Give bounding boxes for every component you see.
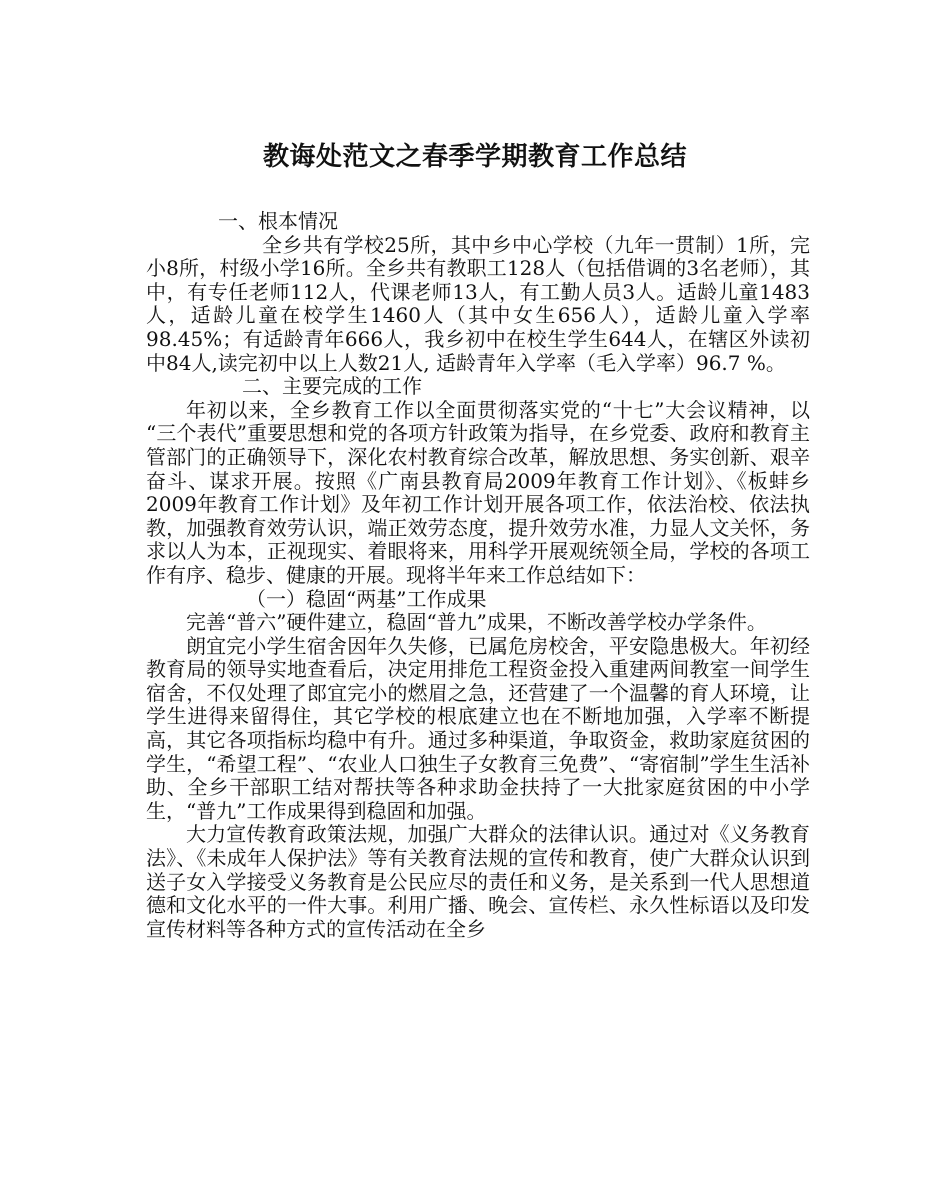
paragraph-work-overview: 年初以来，全乡教育工作以全面贯彻落实党的“十七”大会议精神，以 “三个表代”重要思想和党的各项方针政策为指导，在乡党委、政府和教育主管部门的正确领导下，深化农村教育综合改革，解放思想、务实创新、艰辛奋斗、谋求开展。按照《广南县教育局2009年教育工作计划》、《板蚌乡2009年教育工作计划》及年初工作计划开展各项工作，依法治校、依法执教，加强教育效劳认识，端正效劳态度，提升效劳水准，力显人文关怀，务求以人为本，正视现实、着眼将来，用科学开展观统领全局，学校的各项工作有序、稳步、健康的开展。现将半年来工作总结如下： [146,397,810,587]
section-heading-basic-situation: 一、根本情况 [218,209,338,233]
paragraph-policy-publicity: 大力宣传教育政策法规，加强广大群众的法律认识。通过对《义务教育法》、《未成年人保护法》等有关教育法规的宣传和教育，使广大群众认识到送子女入学接受义务教育是公民应尽的责任和义务，是关系到一代人思想道德和文化水平的一件大事。利用广播、晚会、宣传栏、永久性标语以及印发宣传材料等各种方式的宣传活动在全乡 [146,822,810,941]
document-title: 教诲处范文之春季学期教育工作总结 [262,142,687,172]
paragraph-hardware-improvement: 完善“普六”硬件建立，稳固“普九”成果，不断改善学校办学条件。 [186,610,767,635]
subsection-heading-two-basics: （一）稳固“两基”工作成果 [246,586,487,611]
section-heading-main-work: 二、主要完成的工作 [242,374,422,399]
paragraph-langyi-dormitory: 朗宜完小学生宿舍因年久失修，已属危房校舍，平安隐患极大。年初经教育局的领导实地查看后，决定用排危工程资金投入重建两间教室一间学生宿舍，不仅处理了郎宜完小的燃眉之急，还营建了一个温馨的育人环境，让学生进得来留得住，其它学校的根底建立也在不断地加强，入学率不断提高，其它各项指标均稳中有升。通过多种渠道，争取资金，救助家庭贫困的学生，“希望工程”、“农业人口独生子女教育三免费”、“寄宿制”学生生活补助、全乡干部职工结对帮扶等各种求助金扶持了一大批家庭贫困的中小学生，“普九”工作成果得到稳固和加强。 [146,633,810,823]
paragraph-school-statistics: 全乡共有学校25所，其中乡中心学校（九年一贯制）1所，完小8所，村级小学16所。全乡共有教职工128人（包括借调的3名老师），其中，有专任老师112人，代课老师13人，有工勤人员3人。适龄儿童1483人，适龄儿童在校学生1460人（其中女生656人），适龄儿童入学率98.45%；有适龄青年666人，我乡初中在校生学生644人，在辖区外读初中84人,读完初中以上人数21人, 适龄青年入学率（毛入学率）96.7 %。 [146,232,810,375]
document-body [146,210,810,941]
